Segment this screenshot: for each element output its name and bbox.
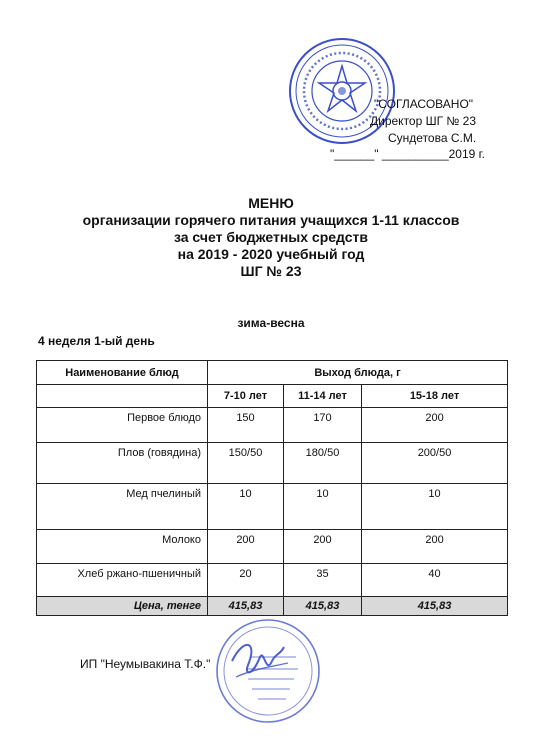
dish-value: 150/50 bbox=[208, 443, 284, 484]
menu-subtitle-3: на 2019 - 2020 учебный год bbox=[177, 246, 365, 262]
dish-value: 200/50 bbox=[362, 443, 508, 484]
dish-value: 40 bbox=[362, 564, 508, 597]
approval-position: Директор ШГ № 23 bbox=[370, 114, 476, 128]
approval-agreed: "СОГЛАСОВАНО" bbox=[374, 97, 474, 111]
dish-value: 150 bbox=[208, 408, 284, 443]
menu-title: МЕНЮ bbox=[248, 195, 294, 211]
dish-value: 20 bbox=[208, 564, 284, 597]
table-row bbox=[37, 564, 508, 597]
total-label: Цена, тенге bbox=[37, 597, 208, 616]
table-row bbox=[37, 530, 508, 564]
menu-table bbox=[36, 360, 508, 616]
menu-subtitle-1: организации горячего питания учащихся 1-11 классов bbox=[82, 212, 460, 228]
dish-name: Первое блюдо bbox=[37, 408, 208, 443]
dish-name: Хлеб ржано-пшеничный bbox=[37, 564, 208, 597]
supplier-label: ИП "Неумывакина Т.Ф." bbox=[80, 657, 211, 671]
total-value: 415,83 bbox=[208, 597, 284, 616]
dish-value: 10 bbox=[362, 484, 508, 530]
approval-name: Сундетова С.М. bbox=[388, 131, 477, 145]
table-row bbox=[37, 443, 508, 484]
dish-value: 200 bbox=[362, 408, 508, 443]
dish-value: 180/50 bbox=[284, 443, 362, 484]
header-output: Выход блюда, г bbox=[208, 361, 508, 385]
dish-value: 200 bbox=[284, 530, 362, 564]
dish-name: Плов (говядина) bbox=[37, 443, 208, 484]
header-age-3: 15-18 лет bbox=[362, 385, 508, 408]
header-dish: Наименование блюд bbox=[37, 361, 208, 385]
menu-title-block bbox=[0, 195, 542, 280]
dish-value: 200 bbox=[362, 530, 508, 564]
header-age-1: 7-10 лет bbox=[208, 385, 284, 408]
week-day-label: 4 неделя 1-ый день bbox=[38, 334, 155, 348]
table-age-row bbox=[37, 385, 508, 408]
menu-subtitle-2: за счет бюджетных средств bbox=[173, 229, 369, 245]
header-empty bbox=[37, 385, 208, 408]
approval-stamp bbox=[287, 36, 397, 146]
dish-value: 10 bbox=[208, 484, 284, 530]
supplier-stamp bbox=[214, 617, 322, 725]
header-age-2: 11-14 лет bbox=[284, 385, 362, 408]
dish-value: 200 bbox=[208, 530, 284, 564]
menu-school: ШГ № 23 bbox=[240, 263, 302, 279]
table-row bbox=[37, 484, 508, 530]
table-header-row bbox=[37, 361, 508, 385]
table-row bbox=[37, 408, 508, 443]
approval-date-line: "______" __________2019 г. bbox=[330, 147, 485, 161]
dish-value: 35 bbox=[284, 564, 362, 597]
dish-name: Молоко bbox=[37, 530, 208, 564]
season-label: зима-весна bbox=[237, 316, 305, 330]
table-total-row bbox=[37, 597, 508, 616]
total-value: 415,83 bbox=[284, 597, 362, 616]
total-value: 415,83 bbox=[362, 597, 508, 616]
dish-value: 170 bbox=[284, 408, 362, 443]
dish-value: 10 bbox=[284, 484, 362, 530]
dish-name: Мед пчелиный bbox=[37, 484, 208, 530]
